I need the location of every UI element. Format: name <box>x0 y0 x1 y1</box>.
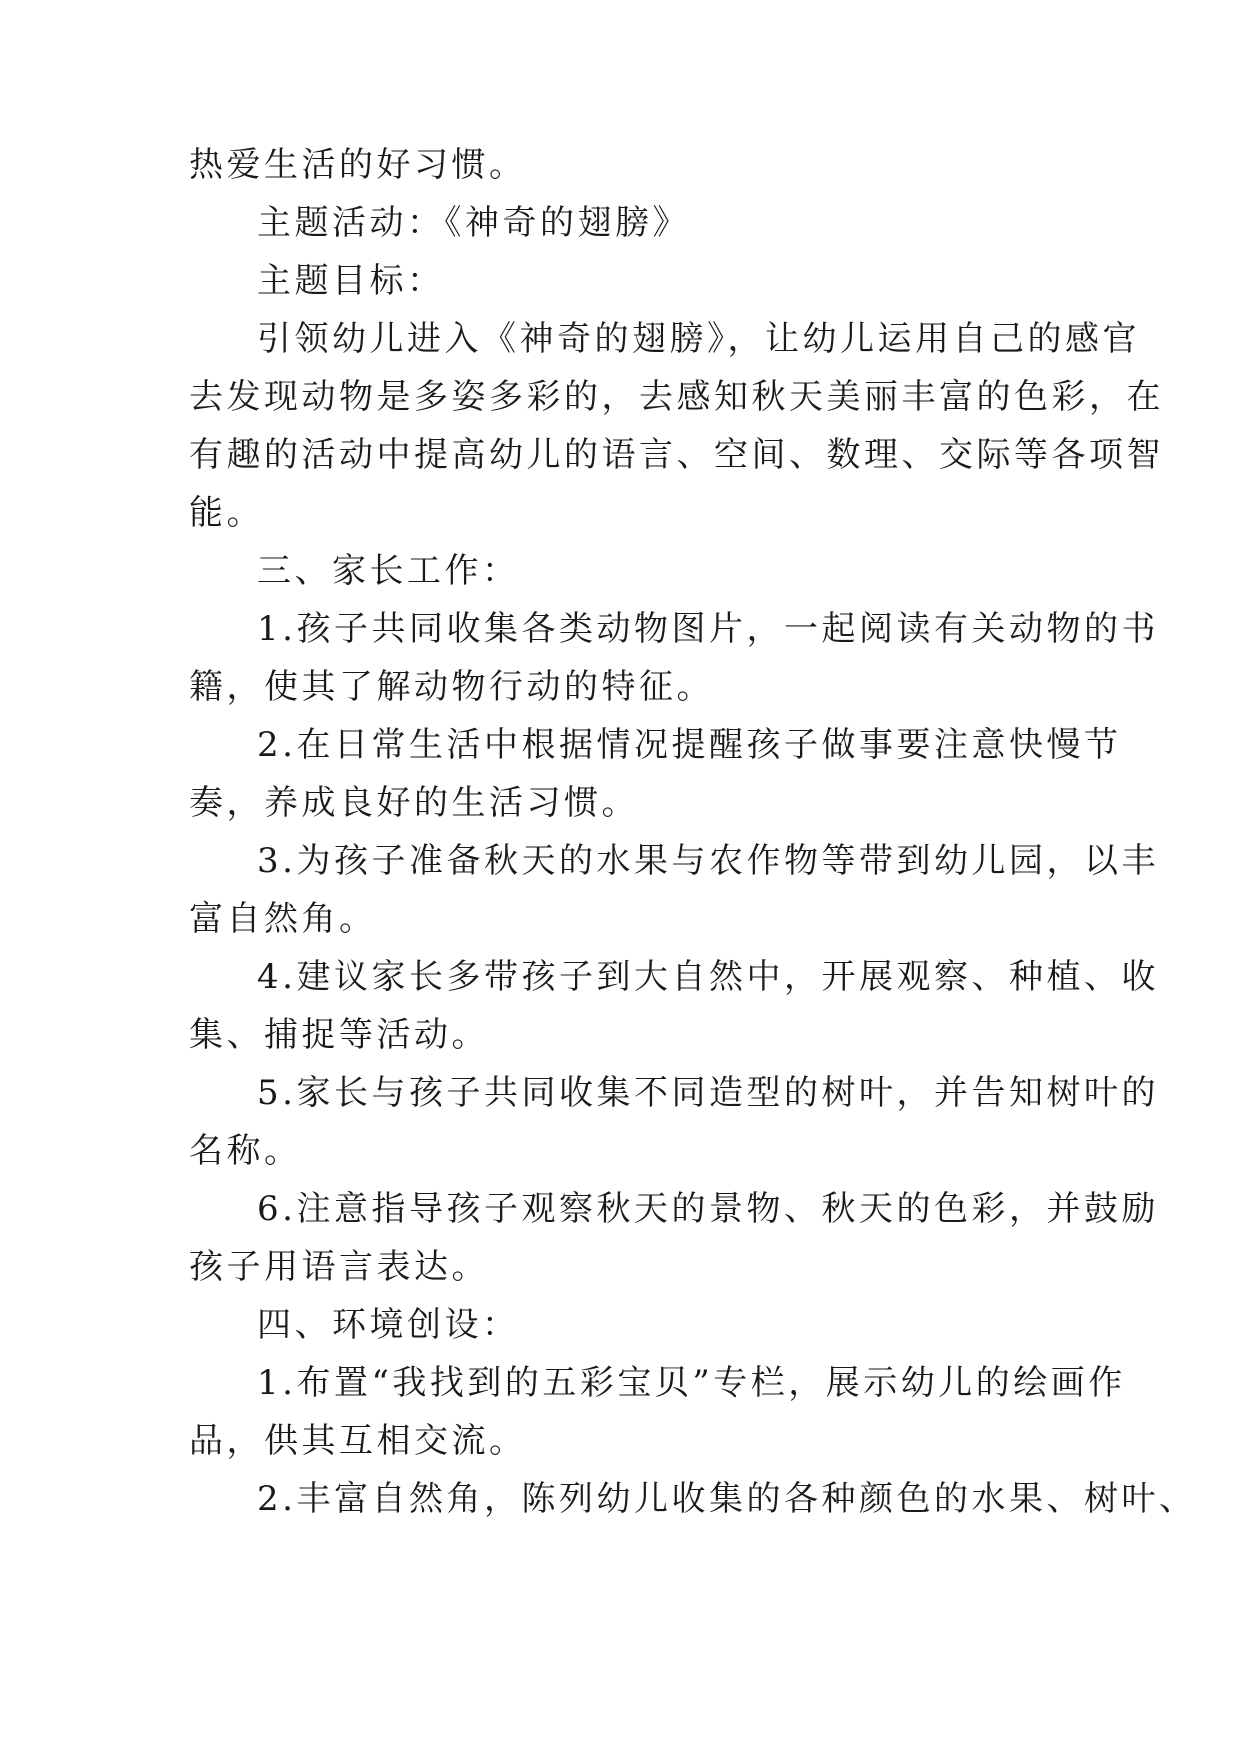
text-line: 热爱生活的好习惯。 <box>189 145 527 185</box>
activity-title: 主题活动：《神奇的翅膀》 <box>257 203 690 243</box>
section-heading: 四、环境创设： <box>257 1305 520 1345</box>
list-item: 2.丰富自然角，陈列幼儿收集的各种颜色的水果、树叶、 <box>257 1479 1197 1519</box>
text-line: 引领幼儿进入《神奇的翅膀》，让幼儿运用自己的感官 <box>257 319 1140 359</box>
list-item: 2.在日常生活中根据情况提醒孩子做事要注意快慢节 <box>257 725 1122 765</box>
list-item: 3.为孩子准备秋天的水果与农作物等带到幼儿园，以丰 <box>257 841 1159 881</box>
goal-heading: 主题目标： <box>257 261 445 301</box>
text-line: 有趣的活动中提高幼儿的语言、空间、数理、交际等各项智 <box>189 435 1164 475</box>
list-item: 5.家长与孩子共同收集不同造型的树叶，并告知树叶的 <box>257 1073 1159 1113</box>
text-line: 孩子用语言表达。 <box>189 1247 489 1287</box>
list-item: 6.注意指导孩子观察秋天的景物、秋天的色彩，并鼓励 <box>257 1189 1159 1229</box>
section-heading: 三、家长工作： <box>257 551 520 591</box>
text-line: 集、捕捉等活动。 <box>189 1015 489 1055</box>
list-item: 4.建议家长多带孩子到大自然中，开展观察、种植、收 <box>257 957 1159 997</box>
text-line: 能。 <box>189 493 264 533</box>
text-line: 品，供其互相交流。 <box>189 1421 527 1461</box>
text-line: 去发现动物是多姿多彩的，去感知秋天美丽丰富的色彩，在 <box>189 377 1164 417</box>
text-line: 奏，养成良好的生活习惯。 <box>189 783 639 823</box>
text-line: 富自然角。 <box>189 899 377 939</box>
list-item: 1.布置“我找到的五彩宝贝”专栏，展示幼儿的绘画作 <box>257 1363 1126 1403</box>
text-line: 名称。 <box>189 1131 302 1171</box>
text-line: 籍，使其了解动物行动的特征。 <box>189 667 714 707</box>
list-item: 1.孩子共同收集各类动物图片，一起阅读有关动物的书 <box>257 609 1159 649</box>
